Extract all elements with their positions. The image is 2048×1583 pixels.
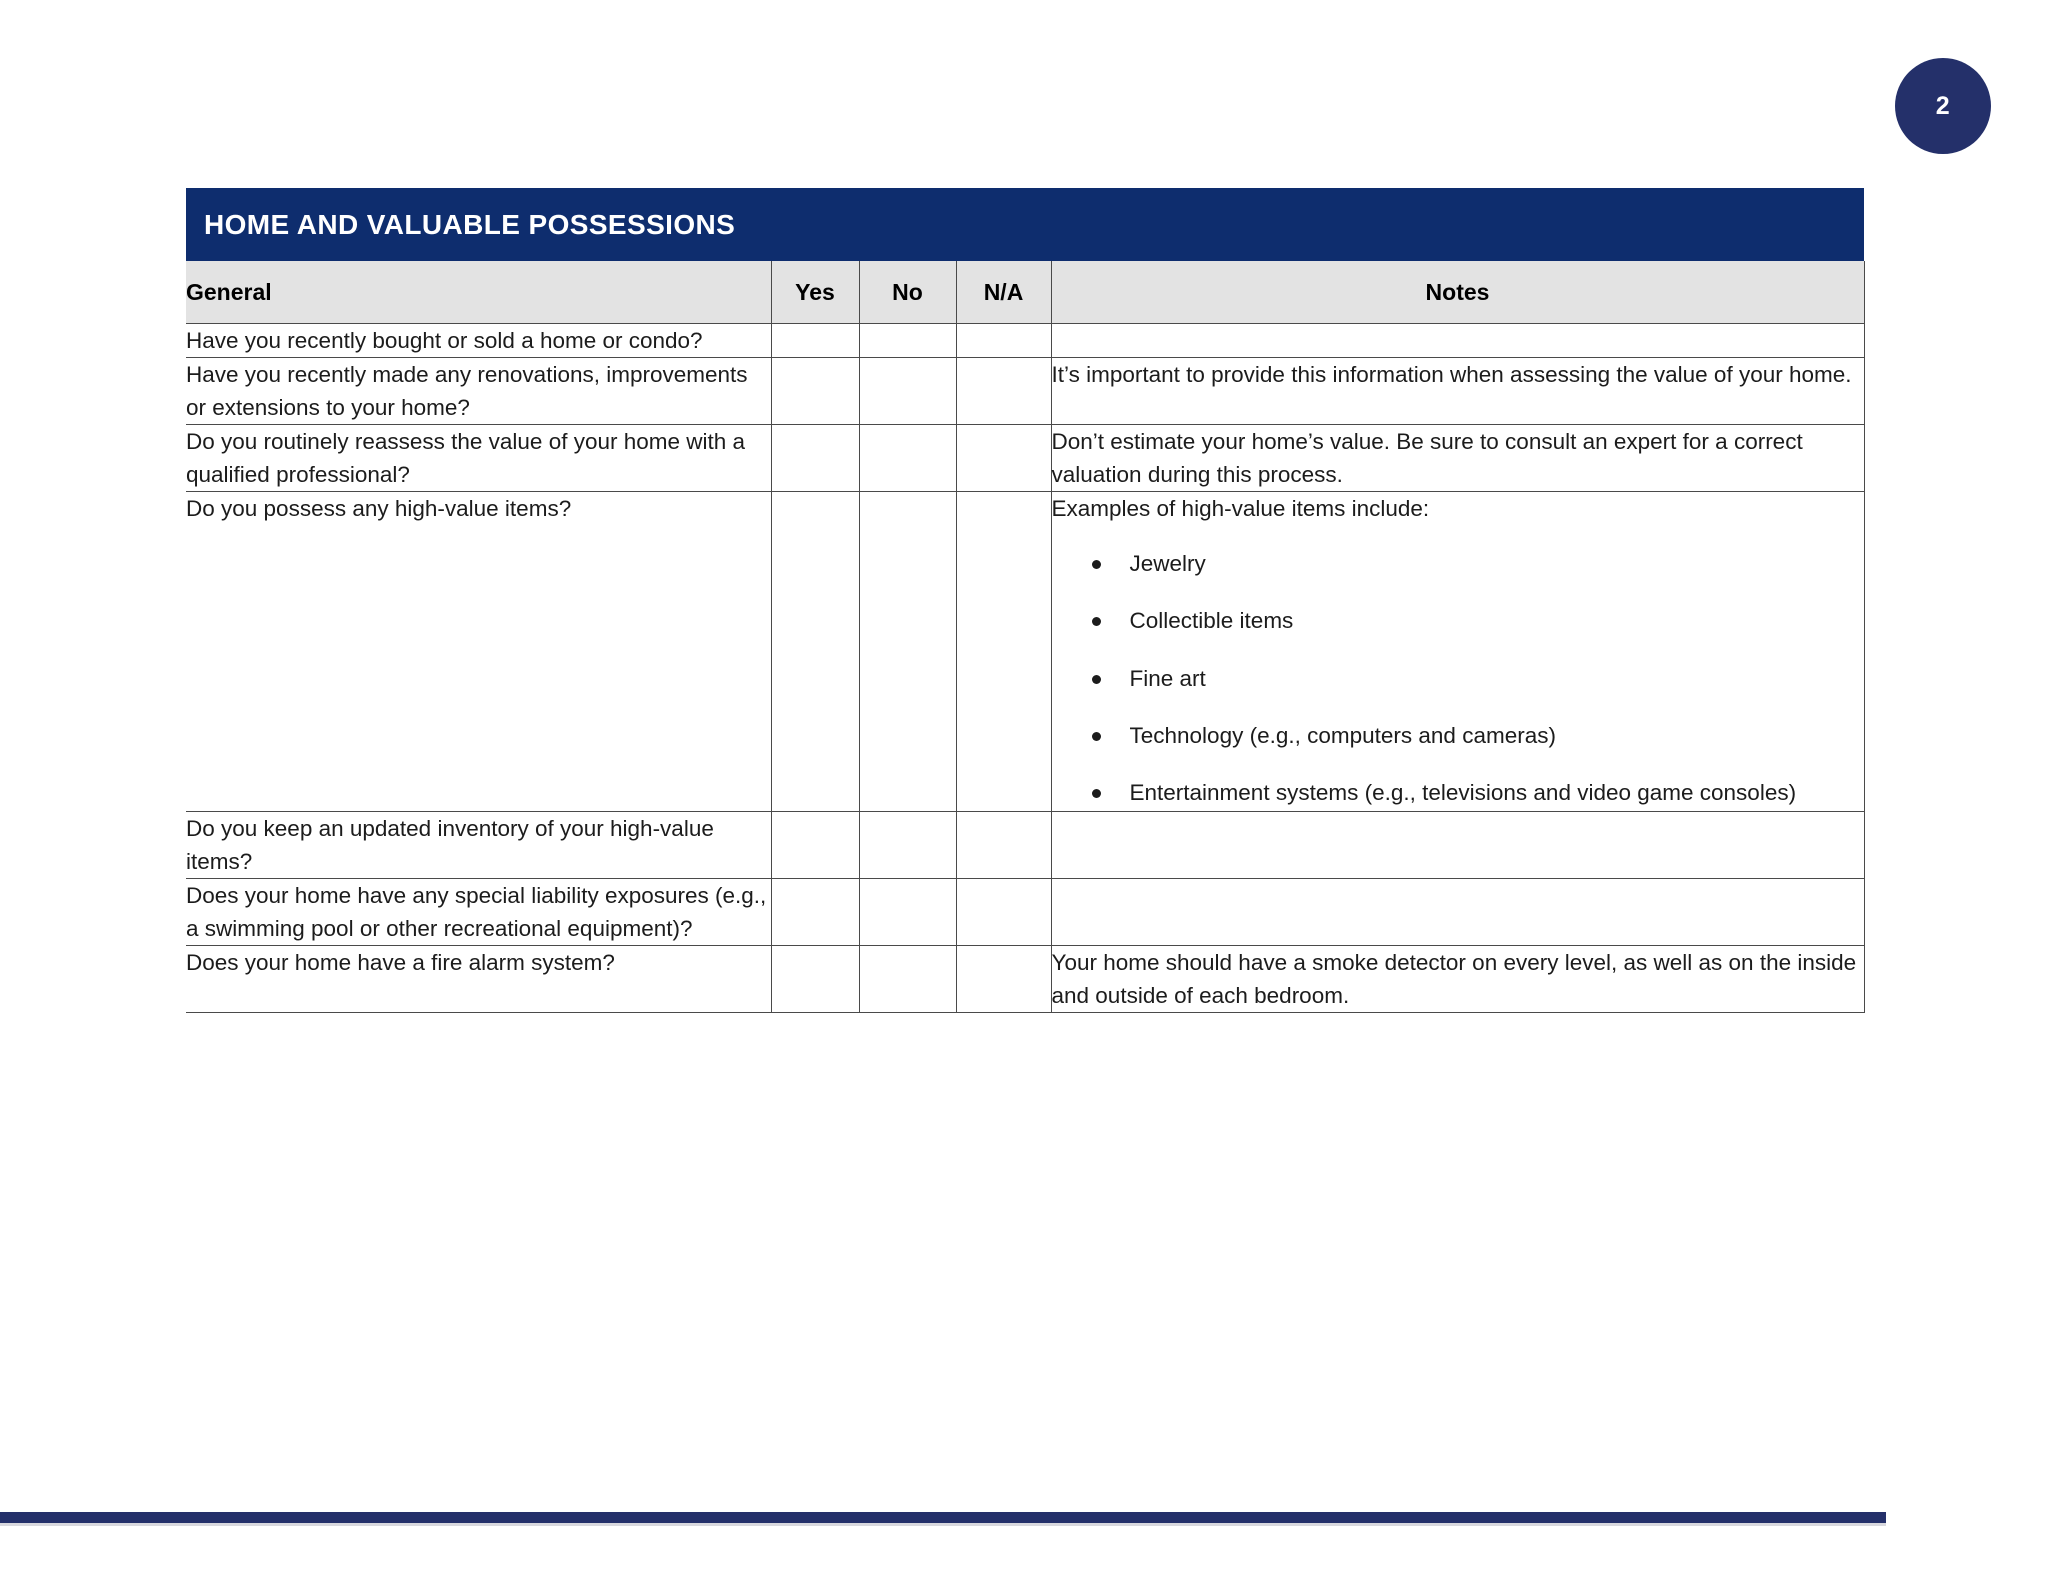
bullet-dot-icon [1092,732,1101,741]
notes-text: Your home should have a smoke detector on every level, as well as on the inside and outside of each bedroom. [1051,949,1857,1008]
notes-cell [1051,878,1864,945]
notes-cell [1051,945,1864,1012]
answer-cell-na[interactable] [956,945,1051,1012]
answer-cell-yes[interactable] [771,425,859,492]
question-cell: Does your home have any special liability exposures (e.g., a swimming pool or other recreational equipment)? [186,878,771,945]
notes-cell [1051,811,1864,878]
page-number-badge [1895,58,1991,154]
column-header-general: General [186,261,771,324]
notes-bullet-item [1052,662,1864,695]
answer-cell-yes[interactable] [771,811,859,878]
answer-cell-no[interactable] [859,492,956,811]
question-cell: Have you recently made any renovations, improvements or extensions to your home? [186,358,771,425]
notes-bullet-item [1052,719,1864,752]
notes-cell [1051,492,1864,811]
notes-bullet-label: Collectible items [1129,608,1294,634]
table-body [186,324,1864,1013]
question-cell: Do you keep an updated inventory of your high-value items? [186,811,771,878]
notes-bullet-item [1052,547,1864,580]
column-header-yes: Yes [771,261,859,324]
bullet-dot-icon [1092,560,1101,569]
notes-text: It’s important to provide this information when assessing the value of your home. [1051,362,1852,388]
question-cell: Does your home have a fire alarm system? [186,945,771,1012]
notes-bullet-label: Fine art [1129,665,1206,691]
section-banner [186,188,1864,261]
notes-cell [1051,358,1864,425]
bullet-dot-icon [1092,675,1101,684]
table-row [186,878,1864,945]
answer-cell-yes[interactable] [771,945,859,1012]
table-row [186,945,1864,1012]
question-cell: Do you routinely reassess the value of your home with a qualified professional? [186,425,771,492]
answer-cell-yes[interactable] [771,324,859,358]
question-cell: Have you recently bought or sold a home or condo? [186,324,771,358]
answer-cell-na[interactable] [956,425,1051,492]
answer-cell-no[interactable] [859,358,956,425]
notes-bullet-label: Technology (e.g., computers and cameras) [1129,722,1556,748]
table-row [186,811,1864,878]
answer-cell-no[interactable] [859,811,956,878]
notes-bullet-item [1052,776,1864,809]
answer-cell-yes[interactable] [771,492,859,811]
notes-bullet-item [1052,604,1864,637]
notes-text: Don’t estimate your home’s value. Be sure to consult an expert for a correct valuation during this process. [1051,429,1803,488]
notes-bullet-list [1052,547,1864,808]
notes-text: Examples of high-value items include: [1051,496,1430,522]
answer-cell-na[interactable] [956,358,1051,425]
notes-cell [1051,425,1864,492]
bullet-dot-icon [1092,617,1101,626]
table-row [186,425,1864,492]
answer-cell-yes[interactable] [771,878,859,945]
footer-rule [0,1512,1886,1523]
answer-cell-na[interactable] [956,492,1051,811]
page-number-label: 2 [1935,91,1951,120]
answer-cell-no[interactable] [859,878,956,945]
column-header-na: N/A [956,261,1051,324]
question-cell: Do you possess any high-value items? [186,492,771,811]
checklist-table [186,261,1865,1013]
checklist-sheet [186,188,1864,1013]
table-header [186,261,1864,324]
answer-cell-na[interactable] [956,878,1051,945]
notes-bullet-label: Entertainment systems (e.g., televisions and video game consoles) [1129,779,1797,805]
table-row [186,324,1864,358]
table-header-row [186,261,1864,324]
answer-cell-no[interactable] [859,425,956,492]
notes-cell [1051,324,1864,358]
answer-cell-na[interactable] [956,324,1051,358]
section-title: HOME AND VALUABLE POSSESSIONS [204,208,736,240]
answer-cell-no[interactable] [859,945,956,1012]
bullet-dot-icon [1092,789,1101,798]
footer-rule-shadow [0,1523,1886,1526]
table-row [186,358,1864,425]
column-header-notes: Notes [1051,261,1864,324]
answer-cell-na[interactable] [956,811,1051,878]
notes-bullet-label: Jewelry [1129,551,1206,577]
answer-cell-yes[interactable] [771,358,859,425]
column-header-no: No [859,261,956,324]
answer-cell-no[interactable] [859,324,956,358]
table-row [186,492,1864,811]
